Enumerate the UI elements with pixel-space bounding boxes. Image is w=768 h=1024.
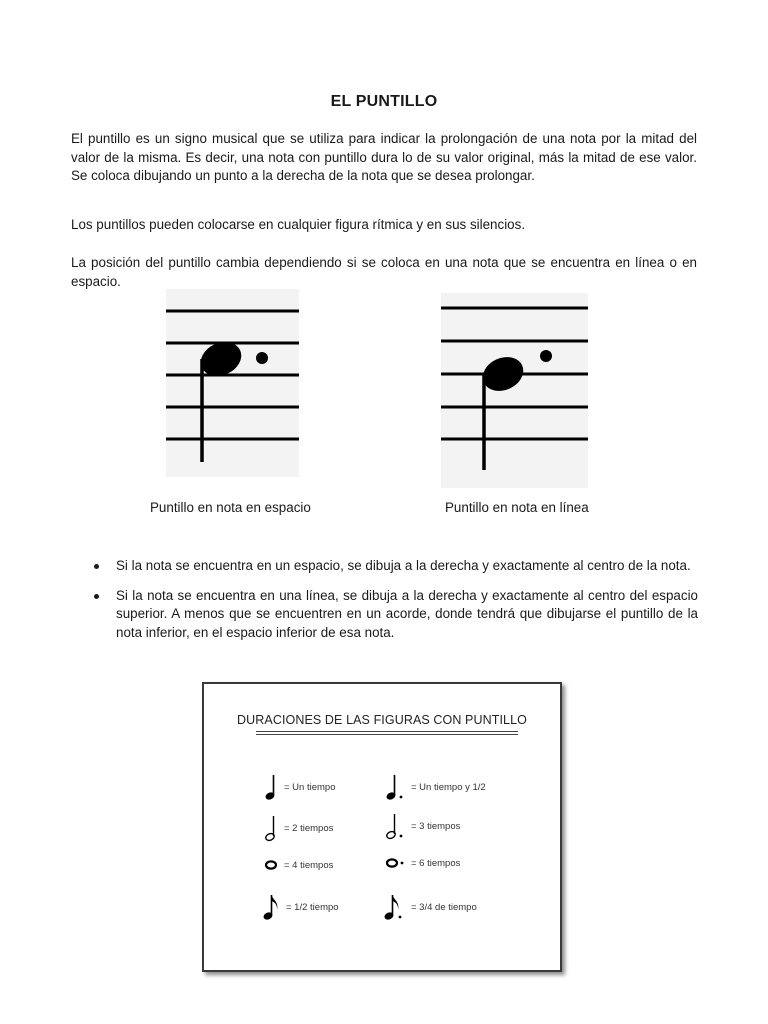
quarter-note-icon <box>264 773 278 801</box>
whole-note-icon <box>264 858 278 872</box>
duration-label: = 6 tiempos <box>411 857 461 869</box>
rules-list <box>92 557 698 653</box>
bullet-icon <box>94 594 99 599</box>
list-item <box>92 557 698 576</box>
durations-card <box>202 682 562 972</box>
dotted-eighth-note-icon <box>383 893 405 921</box>
list-item <box>92 587 698 643</box>
title-underline <box>256 734 518 735</box>
list-item-text: Si la nota se encuentra en un espacio, se dibuja a la derecha y exactamente al centro de la nota. <box>116 558 691 573</box>
durations-title: DURACIONES DE LAS FIGURAS CON PUNTILLO <box>237 713 527 727</box>
duration-label: = Un tiempo <box>284 781 336 793</box>
duration-item <box>264 772 336 802</box>
dotted-half-note-icon <box>385 812 405 840</box>
duration-label: = 3/4 de tiempo <box>411 901 477 913</box>
dotted-quarter-note-icon <box>385 773 405 801</box>
position-paragraph: La posición del puntillo cambia dependiendo si se coloca en una nota que se encuentra en línea o en espacio. <box>71 255 697 289</box>
duration-item <box>383 892 477 922</box>
rhythm-paragraph: Los puntillos pueden colocarse en cualquier figura rítmica y en sus silencios. <box>71 217 526 232</box>
duration-label: = 3 tiempos <box>411 820 461 832</box>
dotted-whole-note-icon <box>385 856 405 870</box>
list-item-text: Si la nota se encuentra en una línea, se dibuja a la derecha y exactamente al centro del espacio superior. A menos que se encuentren en un acorde, donde tendrá que dibujarse el puntillo de la nota inferior, en el espacio inferior de esa nota. <box>116 587 698 640</box>
duration-label: = 4 tiempos <box>284 859 334 871</box>
bullet-icon <box>94 564 99 569</box>
duration-item <box>385 772 486 802</box>
staff-example-line <box>441 293 588 488</box>
duration-label: = 1/2 tiempo <box>286 901 339 913</box>
duration-item <box>262 892 339 922</box>
dotted-note-in-space-icon <box>166 289 299 477</box>
staff-example-space <box>166 289 299 477</box>
intro-paragraph: El puntillo es un signo musical que se utiliza para indicar la prolongación de una nota por la mitad del valor de la misma. Es decir, una nota con puntillo dura lo de su valor original, más la mitad de ese valor. Se coloca dibujando un punto a la derecha de la nota que se desea prolongar. <box>71 131 697 183</box>
page-title: EL PUNTILLO <box>330 93 438 110</box>
caption-note-in-space: Puntillo en nota en espacio <box>150 500 311 515</box>
duration-item <box>385 811 460 841</box>
duration-label: = 2 tiempos <box>284 822 334 834</box>
duration-item <box>264 850 333 880</box>
duration-item <box>385 848 460 878</box>
dotted-note-on-line-icon <box>441 293 588 488</box>
duration-label: = Un tiempo y 1/2 <box>411 781 486 793</box>
eighth-note-icon <box>262 893 280 921</box>
caption-note-on-line: Puntillo en nota en línea <box>445 500 589 515</box>
duration-item <box>264 813 333 843</box>
half-note-icon <box>264 814 278 842</box>
title-underline <box>256 731 518 732</box>
